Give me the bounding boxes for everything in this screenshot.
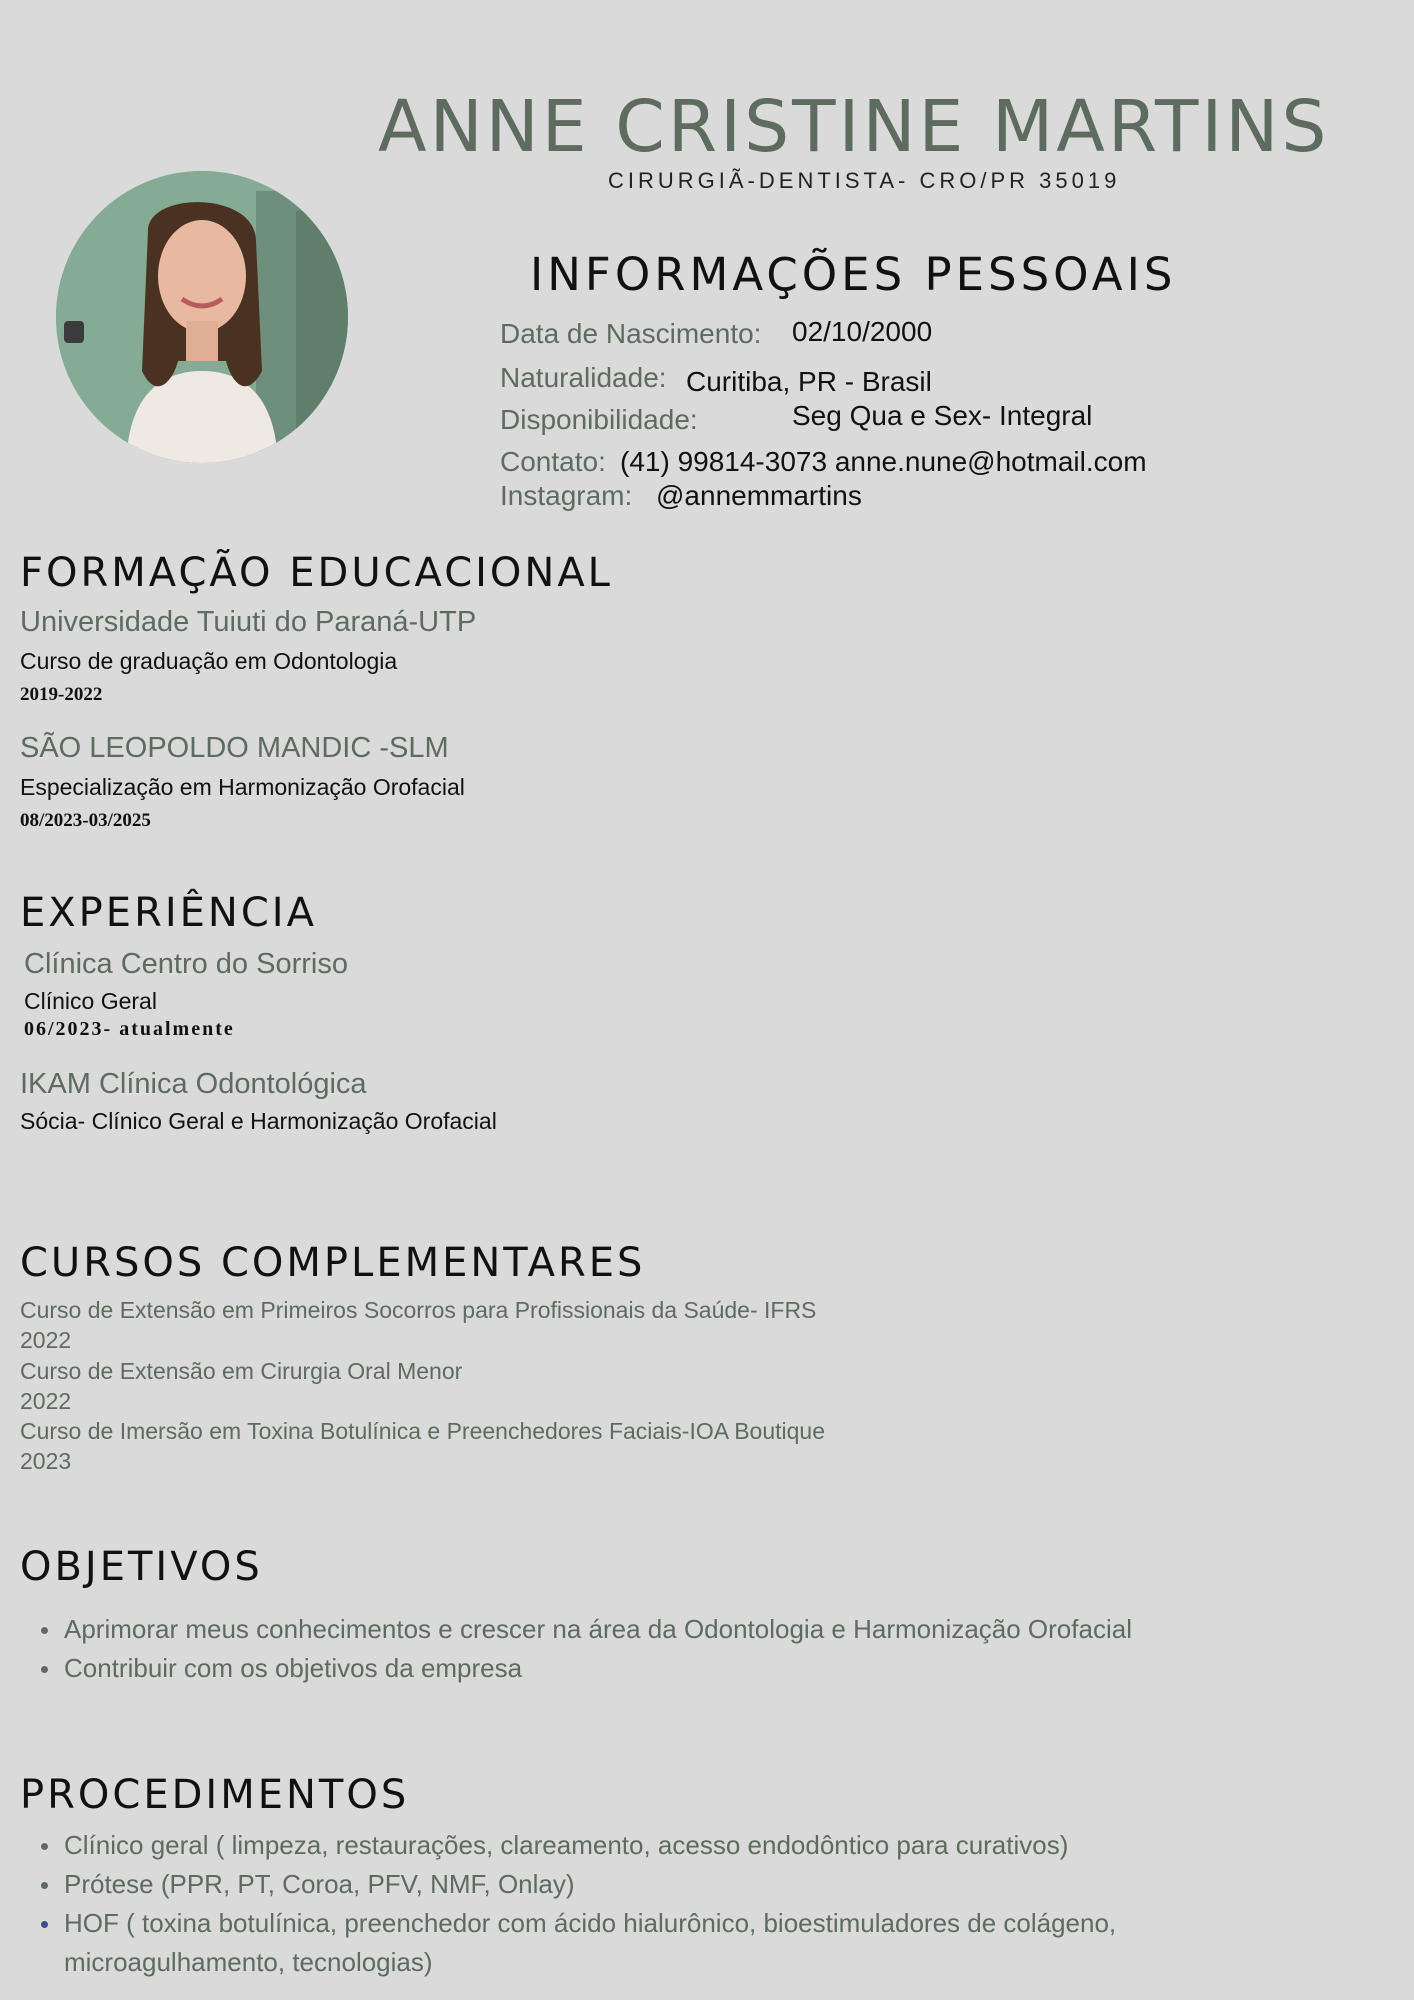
list-item: [64, 1649, 1364, 1688]
education-title: FORMAÇÃO EDUCACIONAL: [20, 550, 613, 596]
contact-value: (41) 99814-3073 anne.nune@hotmail.com: [620, 446, 1147, 477]
bullet-icon: [41, 1627, 48, 1634]
origin-label: Naturalidade:: [500, 362, 667, 393]
personal-info-title: INFORMAÇÕES PESSOAIS: [530, 248, 1177, 301]
procedures-list: [64, 1826, 1254, 1982]
origin-value: Curitiba, PR - Brasil: [686, 366, 932, 397]
procedure-text: HOF ( toxina botulínica, preenchedor com ácido hialurônico, bioestimuladores de colágeno, microagulhamento, tecnologias): [64, 1908, 1117, 1977]
profile-photo: [56, 171, 348, 463]
candidate-name: ANNE CRISTINE MARTINS: [378, 85, 1330, 168]
profile-photo-icon: [56, 171, 348, 463]
birth-value: 02/10/2000: [792, 316, 933, 347]
experience-company: Clínica Centro do Sorriso: [24, 948, 348, 980]
objectives-list: [64, 1610, 1364, 1688]
education-institution: Universidade Tuiuti do Paraná-UTP: [20, 606, 477, 638]
experience-title: EXPERIÊNCIA: [20, 890, 317, 936]
objective-text: Contribuir com os objetivos da empresa: [64, 1653, 523, 1683]
course-year: 2022: [20, 1327, 72, 1353]
course-name: Curso de Extensão em Cirurgia Oral Menor: [20, 1358, 463, 1384]
courses-title: CURSOS COMPLEMENTARES: [20, 1240, 646, 1286]
experience-role: Clínico Geral: [24, 988, 157, 1014]
procedures-title: PROCEDIMENTOS: [20, 1772, 410, 1818]
experience-period: 06/2023- atualmente: [24, 1018, 235, 1040]
education-course: Especialização em Harmonização Orofacial: [20, 774, 465, 800]
education-period: 2019-2022: [20, 684, 103, 705]
course-name: Curso de Extensão em Primeiros Socorros para Profissionais da Saúde- IFRS: [20, 1297, 817, 1323]
bullet-icon: [41, 1666, 48, 1673]
list-item: [64, 1904, 1254, 1982]
education-period: 08/2023-03/2025: [20, 810, 151, 831]
procedure-text: Clínico geral ( limpeza, restaurações, clareamento, acesso endodôntico para curativos): [64, 1830, 1069, 1860]
experience-company: IKAM Clínica Odontológica: [20, 1068, 367, 1100]
education-institution: SÃO LEOPOLDO MANDIC -SLM: [20, 732, 449, 764]
education-course: Curso de graduação em Odontologia: [20, 648, 398, 674]
course-year: 2022: [20, 1388, 72, 1414]
procedure-text: Prótese (PPR, PT, Coroa, PFV, NMF, Onlay): [64, 1869, 575, 1899]
bullet-icon: [41, 1843, 48, 1850]
profession-subtitle: CIRURGIÃ-DENTISTA- CRO/PR 35019: [608, 168, 1121, 193]
course-name: Curso de Imersão em Toxina Botulínica e Preenchedores Faciais-IOA Boutique: [20, 1418, 825, 1444]
list-item: [64, 1865, 1254, 1904]
experience-role: Sócia- Clínico Geral e Harmonização Orofacial: [20, 1108, 497, 1134]
list-item: [64, 1826, 1254, 1865]
course-year: 2023: [20, 1448, 72, 1474]
contact-label: Contato:: [500, 446, 606, 477]
birth-label: Data de Nascimento:: [500, 318, 762, 349]
instagram-value: @annemmartins: [656, 480, 862, 511]
availability-label: Disponibilidade:: [500, 404, 698, 435]
objectives-title: OBJETIVOS: [20, 1544, 263, 1590]
availability-value: Seg Qua e Sex- Integral: [792, 400, 1093, 431]
objective-text: Aprimorar meus conhecimentos e crescer na área da Odontologia e Harmonização Orofacial: [64, 1614, 1132, 1644]
bullet-icon: [41, 1921, 48, 1928]
list-item: [64, 1610, 1364, 1649]
instagram-label: Instagram:: [500, 480, 633, 511]
bullet-icon: [41, 1882, 48, 1889]
